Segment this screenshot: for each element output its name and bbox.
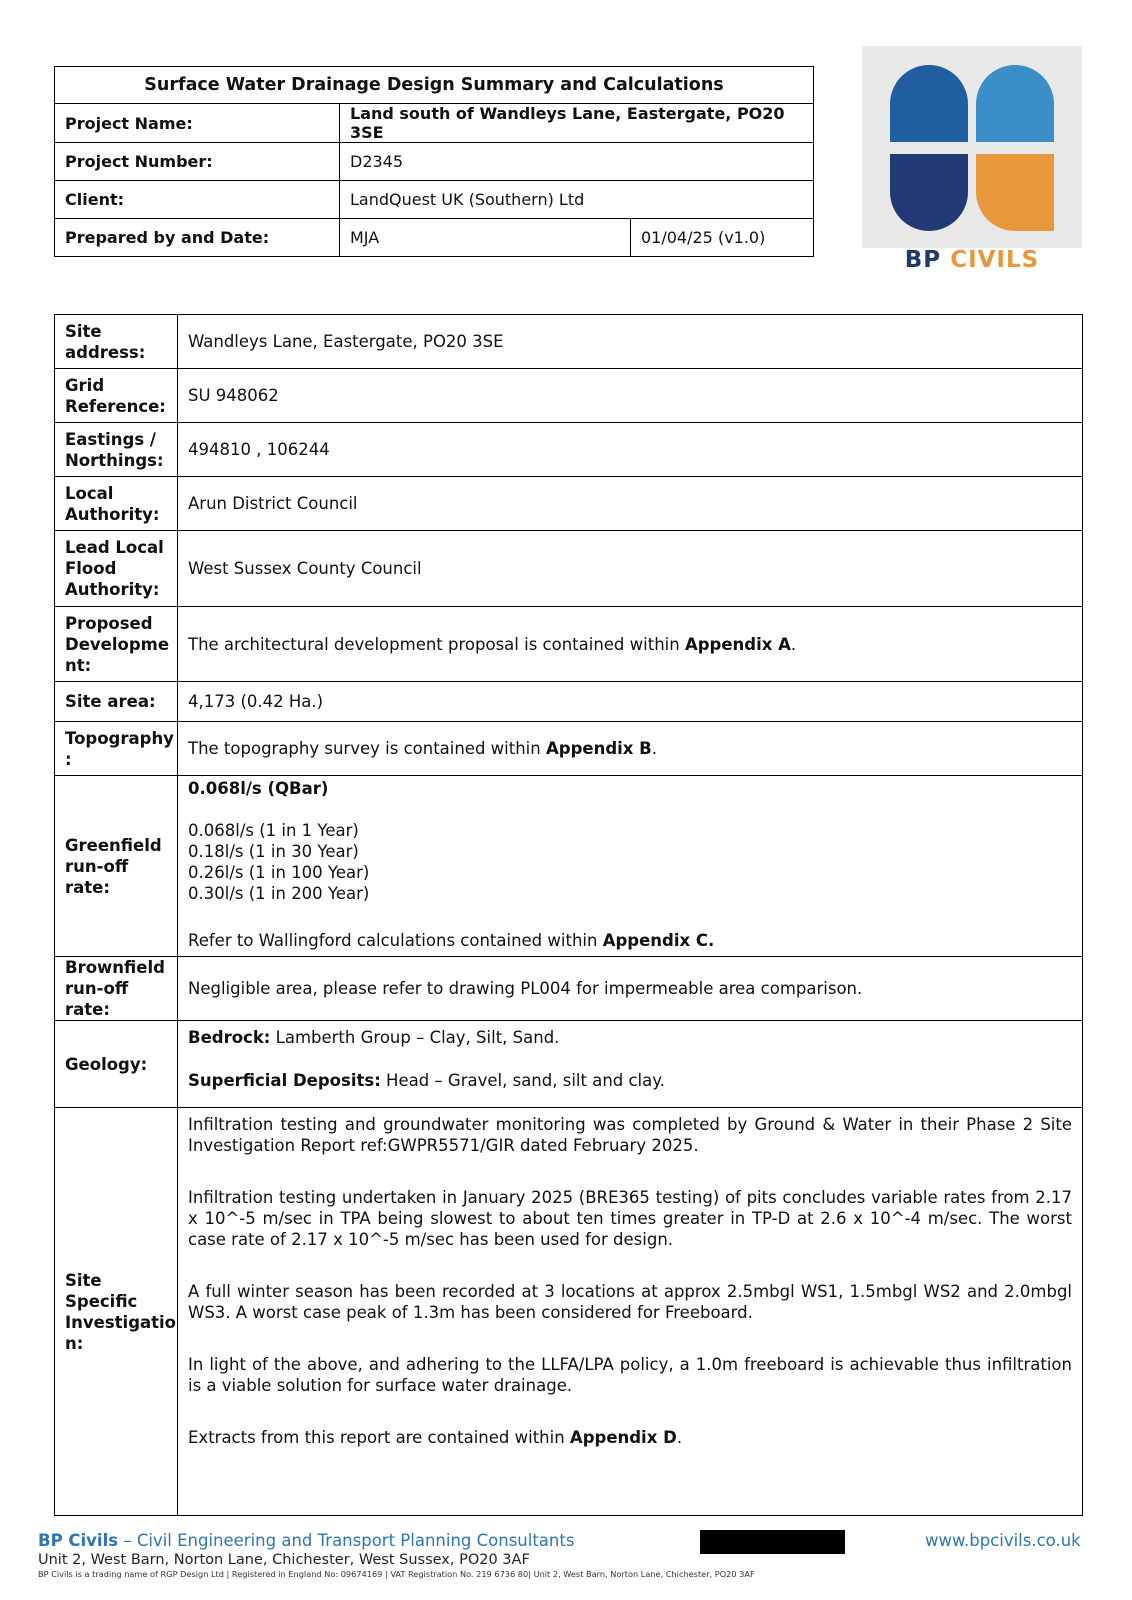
local-authority-label: Local Authority: xyxy=(55,477,178,531)
proposed-development-value xyxy=(178,607,1083,682)
eastings-label: Eastings / Northings: xyxy=(55,423,178,477)
topography-value xyxy=(178,722,1083,776)
grid-reference-label: Grid Reference: xyxy=(55,369,178,423)
site-address-label: Site address: xyxy=(55,315,178,369)
eastings-row xyxy=(55,423,1083,477)
geology-value xyxy=(178,1021,1083,1108)
site-area-value: 4,173 (0.42 Ha.) xyxy=(178,682,1083,722)
rate-1-in-30: 0.18l/s (1 in 30 Year) xyxy=(188,842,359,861)
grid-reference-row xyxy=(55,369,1083,423)
investigation-p5 xyxy=(188,1427,1072,1448)
proposed-end: . xyxy=(790,634,797,654)
superficial-label: Superficial Deposits: xyxy=(188,1071,381,1090)
appendix-c-ref: Appendix C. xyxy=(602,931,715,950)
p5-end: . xyxy=(676,1428,683,1447)
project-name-label: Project Name: xyxy=(55,104,340,143)
wallingford-text: Refer to Wallingford calculations contained within xyxy=(188,931,603,950)
investigation-p2: Infiltration testing undertaken in January 2025 (BRE365 testing) of pits concludes variable rates from 2.17 x 10^-5 m/sec in TPA being slowest to about ten times greater in TP-D at 2.6 x 10^-4 m/sec. The worst case rate of 2.17 x 10^-5 m/sec has been used for design. xyxy=(188,1188,1072,1249)
local-authority-value: Arun District Council xyxy=(178,477,1083,531)
site-address-value: Wandleys Lane, Eastergate, PO20 3SE xyxy=(178,315,1083,369)
site-address-row xyxy=(55,315,1083,369)
investigation-p4: In light of the above, and adhering to the LLFA/LPA policy, a 1.0m freeboard is achievable thus infiltration is a viable solution for surface water drainage. xyxy=(188,1355,1072,1395)
prepared-date: 01/04/25 (v1.0) xyxy=(631,219,814,257)
proposed-development-row xyxy=(55,607,1083,682)
geology-label: Geology: xyxy=(55,1021,178,1108)
superficial-line xyxy=(188,1070,1072,1091)
project-number-label: Project Number: xyxy=(55,143,340,181)
greenfield-label: Greenfield run-off rate: xyxy=(55,776,178,957)
geology-row xyxy=(55,1021,1083,1108)
p5-text: Extracts from this report are contained within xyxy=(188,1428,570,1447)
llfa-label: Lead Local Flood Authority: xyxy=(55,531,178,607)
llfa-row xyxy=(55,531,1083,607)
appendix-b-ref: Appendix B xyxy=(545,739,652,758)
bedrock-label: Bedrock: xyxy=(188,1028,271,1047)
logo-bottom-left-shape xyxy=(890,154,968,231)
greenfield-row xyxy=(55,776,1083,957)
client-row xyxy=(55,181,814,219)
brownfield-value: Negligible area, please refer to drawing PL004 for impermeable area comparison. xyxy=(178,957,1083,1021)
topography-row xyxy=(55,722,1083,776)
prepared-by: MJA xyxy=(340,219,631,257)
local-authority-row xyxy=(55,477,1083,531)
investigation-row xyxy=(55,1108,1083,1516)
appendix-d-ref: Appendix D xyxy=(569,1428,677,1447)
llfa-value: West Sussex County Council xyxy=(178,531,1083,607)
site-area-row xyxy=(55,682,1083,722)
project-name-row xyxy=(55,104,814,143)
investigation-p1: Infiltration testing and groundwater monitoring was completed by Ground & Water in their Phase 2 Site Investigation Report ref:GWPR5571/GIR dated February 2025. xyxy=(188,1115,1072,1155)
project-number-value: D2345 xyxy=(340,143,814,181)
grid-reference-value: SU 948062 xyxy=(178,369,1083,423)
header-table xyxy=(54,66,814,257)
topography-label: Topography : xyxy=(55,722,178,776)
rate-1-in-100: 0.26l/s (1 in 100 Year) xyxy=(188,863,370,882)
proposed-text: The architectural development proposal is contained within xyxy=(188,634,685,654)
investigation-p3: A full winter season has been recorded at 3 locations at approx 2.5mbgl WS1, 1.5mbgl WS2 and 2.0mbgl WS3. A worst case peak of 1.3m has been considered for Freeboard. xyxy=(188,1282,1072,1322)
footer-address: Unit 2, West Barn, Norton Lane, Chichester, West Sussex, PO20 3AF xyxy=(38,1552,530,1568)
investigation-label: Site Specific Investigatio n: xyxy=(55,1108,178,1516)
logo-wordmark xyxy=(862,247,1082,273)
document-title: Surface Water Drainage Design Summary and Calculations xyxy=(55,67,814,104)
site-details-table xyxy=(54,314,1083,1516)
topography-text: The topography survey is contained within xyxy=(188,739,546,758)
footer-website-link[interactable]: www.bpcivils.co.uk xyxy=(925,1531,1081,1550)
wallingford-note xyxy=(188,930,1072,951)
logo-bottom-right-shape xyxy=(976,154,1054,231)
footer-legal: BP Civils is a trading name of RGP Design Ltd | Registered in England No: 09674169 | VAT Registration No. 219 6736 80| Unit 2, West Barn, Norton Lane, Chichester, PO20 3AF xyxy=(38,1569,755,1579)
footer-tagline: – Civil Engineering and Transport Planning Consultants xyxy=(118,1531,575,1550)
prepared-row xyxy=(55,219,814,257)
project-name-value: Land south of Wandleys Lane, Eastergate, PO20 3SE xyxy=(340,104,814,143)
appendix-a-ref: Appendix A xyxy=(684,634,791,654)
topography-end: . xyxy=(651,739,657,758)
logo-top-right-shape xyxy=(976,65,1054,142)
site-area-label: Site area: xyxy=(55,682,178,722)
bp-civils-logo-icon xyxy=(862,46,1082,274)
brownfield-label: Brownfield run-off rate: xyxy=(55,957,178,1021)
qbar-rate: 0.068l/s (QBar) xyxy=(188,779,329,798)
brownfield-row xyxy=(55,957,1083,1021)
bedrock-value: Lamberth Group – Clay, Silt, Sand. xyxy=(270,1028,560,1047)
redacted-block xyxy=(700,1530,845,1554)
footer-company-line xyxy=(38,1531,574,1550)
superficial-value: Head – Gravel, sand, silt and clay. xyxy=(380,1071,665,1090)
eastings-value: 494810 , 106244 xyxy=(178,423,1083,477)
logo-wordmark-bp: BP xyxy=(904,247,942,273)
prepared-label: Prepared by and Date: xyxy=(55,219,340,257)
rate-1-in-200: 0.30l/s (1 in 200 Year) xyxy=(188,884,370,903)
logo-top-left-shape xyxy=(890,65,968,142)
logo-wordmark-civils: CIVILS xyxy=(950,247,1040,273)
proposed-development-label: Proposed Developme nt: xyxy=(55,607,178,682)
client-value: LandQuest UK (Southern) Ltd xyxy=(340,181,814,219)
bedrock-line xyxy=(188,1027,1072,1048)
rate-1-in-1: 0.068l/s (1 in 1 Year) xyxy=(188,821,359,840)
investigation-value xyxy=(178,1108,1083,1516)
footer-company: BP Civils xyxy=(38,1531,119,1550)
client-label: Client: xyxy=(55,181,340,219)
project-number-row xyxy=(55,143,814,181)
greenfield-value xyxy=(178,776,1083,957)
